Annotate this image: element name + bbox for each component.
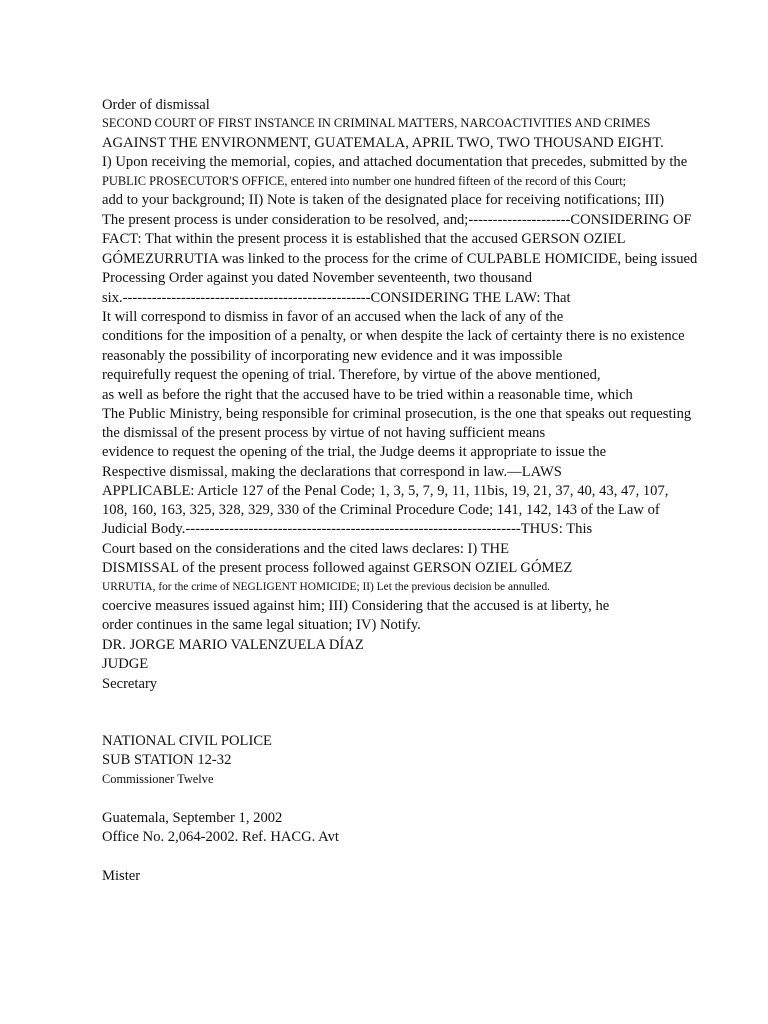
body-text-line: PUBLIC PROSECUTOR'S OFFICE, entered into number one hundred fifteen of the record of this Court; xyxy=(102,174,627,188)
judge-title: JUDGE xyxy=(102,656,149,672)
body-text-line: FACT: That within the present process it is established that the accused GERSON OZIEL xyxy=(102,231,626,247)
document-title: Order of dismissal xyxy=(102,97,210,113)
substation-label: SUB STATION 12-32 xyxy=(102,752,232,768)
body-text-line: six.---------------------------------------------------CONSIDERING THE LAW: That xyxy=(102,290,571,306)
body-text-line: Judicial Body.---------------------------------------------------------------------THUS: This xyxy=(102,521,593,537)
body-text-line: I) Upon receiving the memorial, copies, and attached documentation that precedes, submitted by the xyxy=(102,154,688,170)
body-text-line: conditions for the imposition of a penalty, or when despite the lack of certainty there is no existence xyxy=(102,328,685,344)
court-heading-line: SECOND COURT OF FIRST INSTANCE IN CRIMINAL MATTERS, NARCOACTIVITIES AND CRIMES xyxy=(102,116,651,130)
body-text-line: APPLICABLE: Article 127 of the Penal Code; 1, 3, 5, 7, 9, 11, 11bis, 19, 21, 37, 40, 43, 47, 107, xyxy=(102,483,669,499)
police-heading: NATIONAL CIVIL POLICE xyxy=(102,733,272,749)
letter-date: Guatemala, September 1, 2002 xyxy=(102,810,283,826)
body-text-line: reasonably the possibility of incorporating new evidence and it was impossible xyxy=(102,348,563,364)
body-text-line: The Public Ministry, being responsible for criminal prosecution, is the one that speaks out requesting xyxy=(102,406,692,422)
body-text-line: The present process is under consideration to be resolved, and;---------------------CONSIDERING OF xyxy=(102,212,692,228)
body-text-line: add to your background; II) Note is taken of the designated place for receiving notifications; III) xyxy=(102,192,665,208)
body-text-line: It will correspond to dismiss in favor of an accused when the lack of any of the xyxy=(102,309,564,325)
body-text-line: GÓMEZURRUTIA was linked to the process for the crime of CULPABLE HOMICIDE, being issued xyxy=(102,251,698,267)
body-text-line: Court based on the considerations and the cited laws declares: I) THE xyxy=(102,541,510,557)
commissioner-label: Commissioner Twelve xyxy=(102,772,214,786)
body-text-line: 108, 160, 163, 325, 328, 329, 330 of the Criminal Procedure Code; 141, 142, 143 of the Law of xyxy=(102,502,660,518)
judge-name: DR. JORGE MARIO VALENZUELA DÍAZ xyxy=(102,637,364,653)
body-text-line: Processing Order against you dated November seventeenth, two thousand xyxy=(102,270,533,286)
office-reference: Office No. 2,064-2002. Ref. HACG. Avt xyxy=(102,829,339,845)
body-text-line: the dismissal of the present process by virtue of not having sufficient means xyxy=(102,425,546,441)
body-text-line: evidence to request the opening of the trial, the Judge deems it appropriate to issue the xyxy=(102,444,607,460)
salutation: Mister xyxy=(102,868,141,884)
secretary-label: Secretary xyxy=(102,676,158,692)
body-text-line: DISMISSAL of the present process followed against GERSON OZIEL GÓMEZ xyxy=(102,560,573,576)
court-heading-line: AGAINST THE ENVIRONMENT, GUATEMALA, APRIL TWO, TWO THOUSAND EIGHT. xyxy=(102,135,664,151)
body-text-line: as well as before the right that the accused have to be tried within a reasonable time, which xyxy=(102,387,633,403)
body-text-line: requirefully request the opening of trial. Therefore, by virtue of the above mentioned, xyxy=(102,367,601,383)
body-text-line: coercive measures issued against him; III) Considering that the accused is at liberty, he xyxy=(102,598,610,614)
body-text-line: Respective dismissal, making the declarations that correspond in law.—LAWS xyxy=(102,464,562,480)
body-text-line: order continues in the same legal situation; IV) Notify. xyxy=(102,617,421,633)
body-text-line: URRUTIA, for the crime of NEGLIGENT HOMICIDE; II) Let the previous decision be annulled. xyxy=(102,581,551,593)
